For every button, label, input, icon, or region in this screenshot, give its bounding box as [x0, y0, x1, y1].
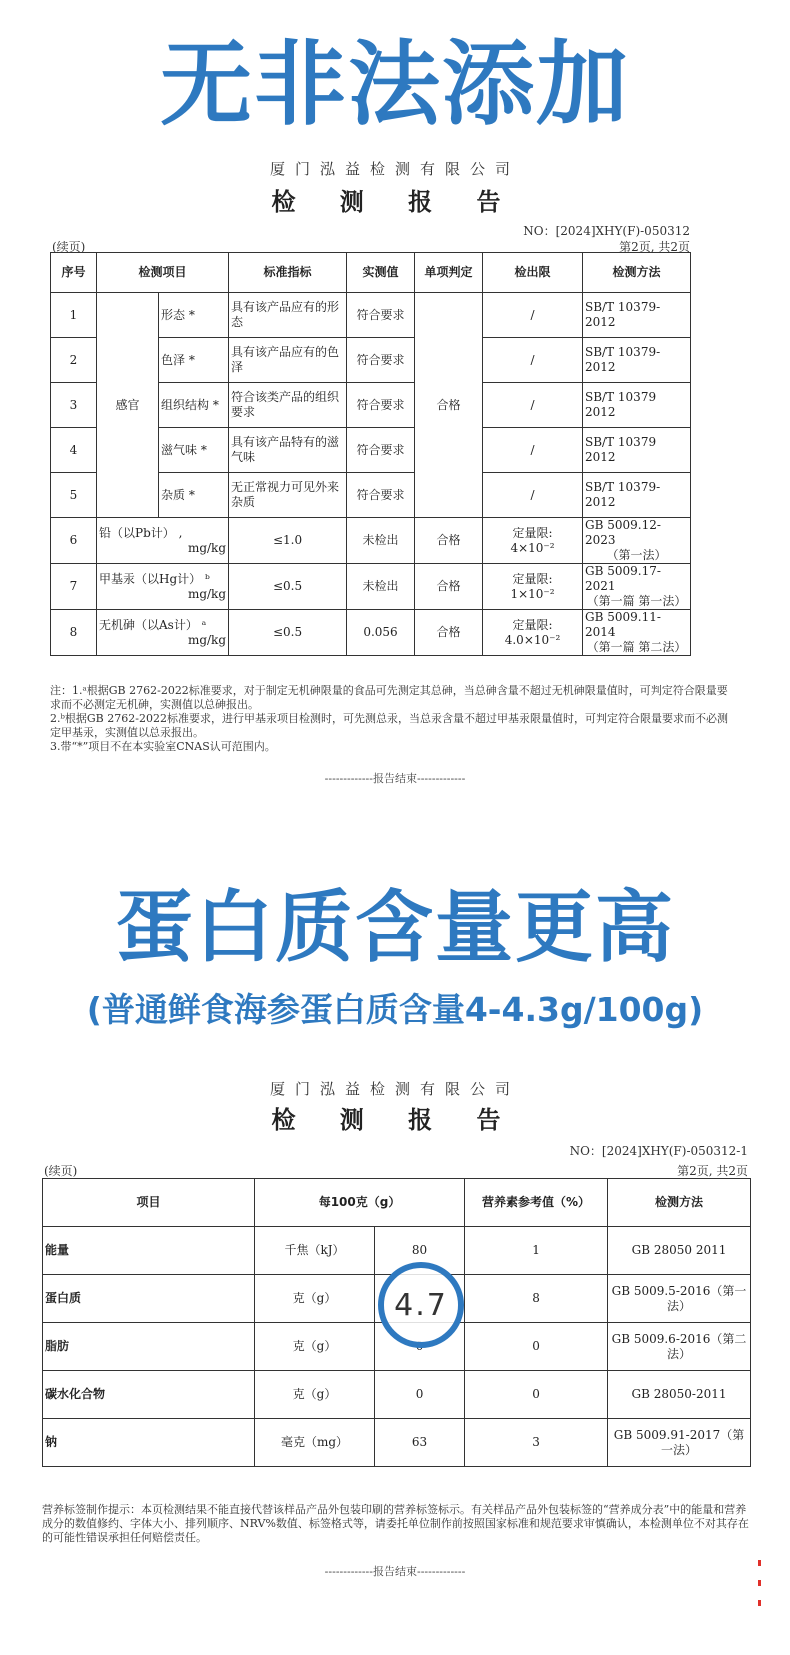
unit: 克（g）: [255, 1275, 375, 1323]
standard: 具有该产品特有的滋气味: [229, 428, 347, 473]
measured: 符合要求: [347, 293, 415, 338]
nutrient-name: 能量: [43, 1227, 255, 1275]
item-unit: mg/kg: [187, 586, 227, 601]
limit-value: 4.0×10⁻²: [504, 632, 561, 647]
limit: /: [483, 338, 583, 383]
protein-highlight-circle: [378, 1262, 464, 1348]
measured: 0.056: [347, 610, 415, 656]
item-name: 铅（以Pb计） ,: [99, 525, 183, 540]
header-measured: 实测值: [347, 253, 415, 293]
standard: 无正常视力可见外来杂质: [229, 473, 347, 518]
nrv: 0: [465, 1371, 608, 1419]
edge-mark: [758, 1560, 761, 1566]
measured: 未检出: [347, 564, 415, 610]
unit: 克（g）: [255, 1371, 375, 1419]
header-per-100g: 每100克（g）: [255, 1179, 465, 1227]
method: GB 28050 2011: [608, 1227, 751, 1275]
method: SB/T 10379-2012: [583, 293, 691, 338]
method-cell: [583, 564, 691, 610]
table-row: [51, 293, 691, 338]
nrv: 8: [465, 1275, 608, 1323]
sub-item: 组织结构 *: [159, 383, 229, 428]
unit: 克（g）: [255, 1323, 375, 1371]
method: SB/T 10379 2012: [583, 383, 691, 428]
limit-value: 4×10⁻²: [510, 540, 555, 555]
table-row: [51, 518, 691, 564]
value: 63: [375, 1419, 465, 1467]
sub-item: 杂质 *: [159, 473, 229, 518]
method-std: GB 5009.12-2023: [585, 518, 661, 547]
standard: ≤1.0: [229, 518, 347, 564]
standard: 符合该类产品的组织要求: [229, 383, 347, 428]
report-end: -------------报告结束-------------: [324, 1565, 466, 1578]
nrv: 1: [465, 1227, 608, 1275]
row-no: 2: [51, 338, 97, 383]
standard: 具有该产品应有的形态: [229, 293, 347, 338]
limit-label: 定量限:: [512, 571, 553, 586]
judgement: 合格: [415, 610, 483, 656]
limit-value: 1×10⁻²: [510, 586, 555, 601]
company-name: 厦门泓益检测有限公司: [269, 160, 520, 178]
row-no: 4: [51, 428, 97, 473]
value: 0: [375, 1371, 465, 1419]
item-cell: [97, 518, 229, 564]
item-unit: mg/kg: [187, 540, 227, 555]
group-sensory: 感官: [97, 293, 159, 518]
header-item: 项目: [43, 1179, 255, 1227]
limit: /: [483, 293, 583, 338]
measured: 未检出: [347, 518, 415, 564]
limit-cell: [483, 518, 583, 564]
table-row: [43, 1419, 751, 1467]
unit: 千焦（kJ）: [255, 1227, 375, 1275]
value: 80: [375, 1227, 465, 1275]
method: SB/T 10379-2012: [583, 473, 691, 518]
sensory-judgement: 合格: [415, 293, 483, 518]
continued-label: (续页): [44, 1164, 78, 1178]
limit: /: [483, 383, 583, 428]
header-no: 序号: [51, 253, 97, 293]
report-title: 检 测 报 告: [271, 187, 519, 216]
nutrient-name: 钠: [43, 1419, 255, 1467]
table-row: [43, 1371, 751, 1419]
page-indicator: 第2页, 共2页: [619, 240, 690, 254]
protein-value: 4.7: [394, 1287, 448, 1323]
item-cell: [97, 610, 229, 656]
method: GB 5009.6-2016（第二法）: [608, 1323, 751, 1371]
page-indicator: 第2页, 共2页: [677, 1164, 748, 1178]
report-title: 检 测 报 告: [271, 1105, 519, 1134]
note-3: 3.带“*”项目不在本实验室CNAS认可范围内。: [50, 740, 276, 753]
note-2: 2.ᵇ根据GB 2762-2022标准要求，进行甲基汞项目检测时，可先测总汞，当总汞含量不超过甲基汞限量值时，可判定符合限量要求而不必测定甲基汞，实测值以总汞报出。: [50, 712, 728, 739]
table-row: [51, 564, 691, 610]
sub-item: 色泽 *: [159, 338, 229, 383]
report-number: NO：[2024]XHY(F)-050312: [523, 224, 690, 238]
row-no: 6: [51, 518, 97, 564]
method-cell: [583, 610, 691, 656]
method: GB 5009.5-2016（第一法）: [608, 1275, 751, 1323]
nutrient-name: 碳水化合物: [43, 1371, 255, 1419]
limit-cell: [483, 610, 583, 656]
row-no: 3: [51, 383, 97, 428]
edge-mark: [758, 1600, 761, 1606]
headline-no-additives: 无非法添加: [159, 31, 630, 138]
table-row: [51, 610, 691, 656]
sub-item: 形态 *: [159, 293, 229, 338]
row-no: 8: [51, 610, 97, 656]
item-name: 无机砷（以As计） ᵃ: [99, 617, 207, 632]
nutrient-name: 蛋白质: [43, 1275, 255, 1323]
table-row: [43, 1227, 751, 1275]
header-method: 检测方法: [583, 253, 691, 293]
item-name: 甲基汞（以Hg计） ᵇ: [99, 571, 210, 586]
headline-higher-protein: 蛋白质含量更高: [114, 883, 675, 973]
header-judgement: 单项判定: [415, 253, 483, 293]
standard: ≤0.5: [229, 610, 347, 656]
standard: 具有该产品应有的色泽: [229, 338, 347, 383]
nrv: 3: [465, 1419, 608, 1467]
item-unit: mg/kg: [187, 632, 227, 647]
method-std: GB 5009.17-2021: [585, 564, 661, 593]
measured: 符合要求: [347, 383, 415, 428]
limit: /: [483, 473, 583, 518]
method: SB/T 10379-2012: [583, 338, 691, 383]
method: GB 5009.91-2017（第一法）: [608, 1419, 751, 1467]
item-cell: [97, 564, 229, 610]
limit-cell: [483, 564, 583, 610]
limit-label: 定量限:: [512, 617, 553, 632]
method-part: （第一篇 第一法）: [586, 594, 687, 608]
limit-label: 定量限:: [512, 525, 553, 540]
measured: 符合要求: [347, 338, 415, 383]
measured: 符合要求: [347, 473, 415, 518]
nrv: 0: [465, 1323, 608, 1371]
method: GB 28050-2011: [608, 1371, 751, 1419]
report-end: -------------报告结束-------------: [324, 772, 466, 785]
limit: /: [483, 428, 583, 473]
row-no: 1: [51, 293, 97, 338]
nutrient-name: 脂肪: [43, 1323, 255, 1371]
method: SB/T 10379 2012: [583, 428, 691, 473]
judgement: 合格: [415, 518, 483, 564]
unit: 毫克（mg）: [255, 1419, 375, 1467]
header-item: 检测项目: [97, 253, 229, 293]
header-nrv: 营养素参考值（%）: [465, 1179, 608, 1227]
method-cell: [583, 518, 691, 564]
sub-item: 滋气味 *: [159, 428, 229, 473]
report-number: NO：[2024]XHY(F)-050312-1: [569, 1144, 748, 1158]
company-name: 厦门泓益检测有限公司: [269, 1080, 520, 1098]
continued-label: (续页): [52, 240, 86, 254]
header-standard: 标准指标: [229, 253, 347, 293]
method-std: GB 5009.11-2014: [585, 610, 661, 639]
header-limit: 检出限: [483, 253, 583, 293]
row-no: 5: [51, 473, 97, 518]
header-method: 检测方法: [608, 1179, 751, 1227]
edge-mark: [758, 1580, 761, 1586]
measured: 符合要求: [347, 428, 415, 473]
row-no: 7: [51, 564, 97, 610]
nutrition-note: 营养标签制作提示：本页检测结果不能直接代替该样品产品外包装印刷的营养标签标示。有关样品产品外包装标签的“营养成分表”中的能量和营养成分的数值修约、字体大小、排列顺序、NRV%数值、标签格式等，请委托单位制作前按照国家标准和规范要求审慎确认，本检测单位不对其存在的可能性错误承担任何赔偿责任。: [42, 1503, 749, 1544]
judgement: 合格: [415, 564, 483, 610]
inspection-table: [50, 252, 691, 656]
note-1: 注：1.ᵃ根据GB 2762-2022标准要求，对于制定无机砷限量的食品可先测定其总砷，当总砷含量不超过无机砷限量值时，可判定符合限量要求而不必测定无机砷，实测值以总砷报出。: [50, 684, 728, 711]
method-part: （第一法）: [606, 548, 667, 562]
subtitle-protein: (普通鲜食海参蛋白质含量4-4.3g/100g): [86, 990, 704, 1029]
method-part: （第一篇 第二法）: [586, 640, 687, 654]
notes-block: [50, 684, 730, 754]
standard: ≤0.5: [229, 564, 347, 610]
